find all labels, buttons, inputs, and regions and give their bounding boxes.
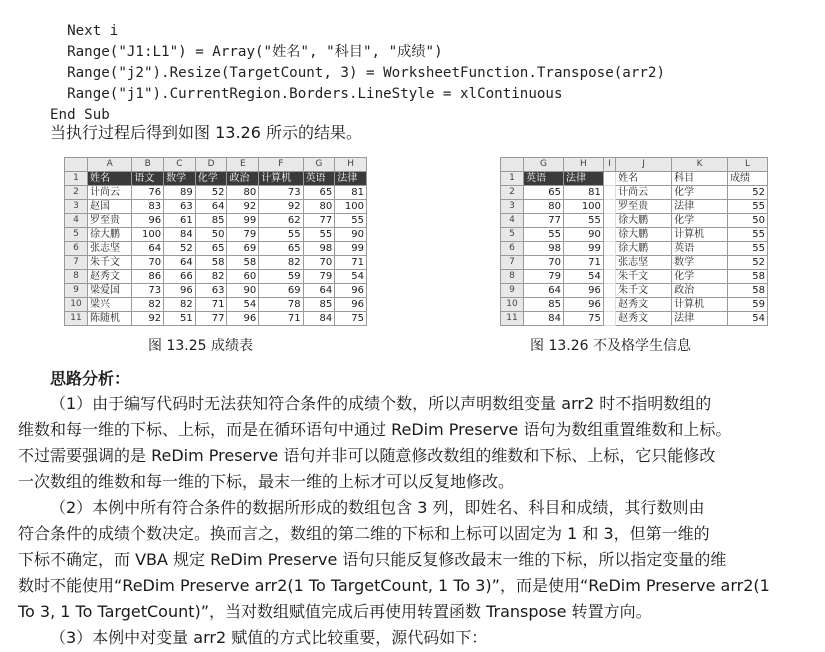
data-cell: 85 bbox=[303, 298, 335, 312]
data-cell: 80 bbox=[227, 186, 259, 200]
paragraph-line: 符合条件的成绩个数决定。换而言之，数组的第二维的下标和上标可以固定为 1 和 3，但第一维的 bbox=[18, 524, 710, 543]
score-table bbox=[64, 157, 367, 326]
data-cell: 96 bbox=[132, 214, 164, 228]
row-number: 8 bbox=[501, 270, 524, 284]
code-line: Range("j2").Resize(TargetCount, 3) = WorksheetFunction.Transpose(arr2) bbox=[50, 65, 665, 81]
data-cell: 赵秀文 bbox=[88, 270, 132, 284]
data-cell: 100 bbox=[132, 228, 164, 242]
header-cell: 法律 bbox=[335, 172, 367, 186]
row-number: 9 bbox=[501, 284, 524, 298]
data-cell: 65 bbox=[524, 186, 564, 200]
data-cell bbox=[603, 256, 615, 270]
data-cell: 54 bbox=[728, 312, 768, 326]
column-header: L bbox=[728, 158, 768, 172]
data-cell: 69 bbox=[227, 242, 259, 256]
row-number: 4 bbox=[501, 214, 524, 228]
table-row bbox=[65, 298, 367, 312]
row-number: 10 bbox=[65, 298, 88, 312]
table-row bbox=[501, 284, 768, 298]
data-cell: 96 bbox=[335, 298, 367, 312]
section-heading: 思路分析： bbox=[50, 369, 131, 388]
data-cell: 71 bbox=[563, 256, 603, 270]
row-number: 2 bbox=[65, 186, 88, 200]
data-cell: 84 bbox=[524, 312, 564, 326]
data-cell: 55 bbox=[303, 228, 335, 242]
paragraph-line: 一次数组的维数和每一维的下标，最末一维的上标才可以反复地修改。 bbox=[18, 472, 515, 491]
row-number: 7 bbox=[65, 256, 88, 270]
data-cell: 71 bbox=[195, 298, 227, 312]
data-cell: 朱千文 bbox=[88, 256, 132, 270]
table-row bbox=[65, 200, 367, 214]
column-header: E bbox=[227, 158, 259, 172]
paragraph-line: To 3, 1 To TargetCount)”，当对数组赋值完成后再使用转置函数 Transpose 转置方向。 bbox=[18, 602, 652, 621]
data-cell: 80 bbox=[524, 200, 564, 214]
table-row bbox=[501, 298, 768, 312]
corner-cell bbox=[65, 158, 88, 172]
failing-students-table bbox=[500, 157, 768, 326]
data-cell: 96 bbox=[335, 284, 367, 298]
data-cell: 96 bbox=[563, 284, 603, 298]
table-row bbox=[65, 256, 367, 270]
data-cell: 58 bbox=[195, 256, 227, 270]
data-cell: 54 bbox=[227, 298, 259, 312]
header-cell: 英语 bbox=[303, 172, 335, 186]
row-number: 11 bbox=[501, 312, 524, 326]
data-cell: 55 bbox=[563, 214, 603, 228]
table-row bbox=[65, 284, 367, 298]
code-line: Range("j1").CurrentRegion.Borders.LineStyle = xlContinuous bbox=[50, 86, 563, 102]
code-line: Next i bbox=[50, 23, 119, 39]
data-cell: 96 bbox=[164, 284, 196, 298]
table-row bbox=[501, 228, 768, 242]
data-cell: 96 bbox=[227, 312, 259, 326]
data-cell: 52 bbox=[728, 256, 768, 270]
data-cell: 梁爱国 bbox=[88, 284, 132, 298]
data-cell: 89 bbox=[164, 186, 196, 200]
data-cell: 100 bbox=[335, 200, 367, 214]
data-cell: 64 bbox=[195, 200, 227, 214]
data-cell: 77 bbox=[524, 214, 564, 228]
data-cell: 70 bbox=[303, 256, 335, 270]
data-cell: 75 bbox=[335, 312, 367, 326]
table-row bbox=[65, 270, 367, 284]
data-cell: 82 bbox=[132, 298, 164, 312]
data-cell: 82 bbox=[259, 256, 303, 270]
table-row bbox=[65, 312, 367, 326]
data-cell: 81 bbox=[335, 186, 367, 200]
row-number: 7 bbox=[501, 256, 524, 270]
table-row bbox=[501, 214, 768, 228]
data-cell: 79 bbox=[227, 228, 259, 242]
row-number: 10 bbox=[501, 298, 524, 312]
header-cell: 姓名 bbox=[616, 172, 672, 186]
data-cell: 84 bbox=[164, 228, 196, 242]
data-cell: 64 bbox=[132, 242, 164, 256]
row-number: 9 bbox=[65, 284, 88, 298]
data-cell: 66 bbox=[164, 270, 196, 284]
data-cell: 90 bbox=[563, 228, 603, 242]
column-header: G bbox=[524, 158, 564, 172]
paragraph-line: 数时不能使用“ReDim Preserve arr2(1 To TargetCount, 1 To 3)”，而是使用“ReDim Preserve arr2(1 bbox=[18, 576, 770, 595]
data-cell: 64 bbox=[303, 284, 335, 298]
header-cell: 化学 bbox=[195, 172, 227, 186]
table-row bbox=[501, 312, 768, 326]
data-cell: 58 bbox=[728, 270, 768, 284]
data-cell: 55 bbox=[335, 214, 367, 228]
paragraph-line: （1）由于编写代码时无法获知符合条件的成绩个数，所以声明数组变量 arr2 时不指明数组的 bbox=[50, 394, 712, 413]
table-row bbox=[501, 186, 768, 200]
table-row bbox=[65, 186, 367, 200]
data-cell: 化学 bbox=[672, 270, 728, 284]
data-cell: 55 bbox=[728, 242, 768, 256]
header-cell: 政治 bbox=[227, 172, 259, 186]
data-cell: 65 bbox=[195, 242, 227, 256]
figure-caption-13-25: 图 13.25 成绩表 bbox=[148, 338, 253, 354]
data-cell: 86 bbox=[132, 270, 164, 284]
data-cell: 99 bbox=[335, 242, 367, 256]
data-cell: 法律 bbox=[672, 200, 728, 214]
data-cell: 85 bbox=[195, 214, 227, 228]
data-cell bbox=[603, 312, 615, 326]
data-cell: 徐大鹏 bbox=[616, 242, 672, 256]
row-number: 5 bbox=[501, 228, 524, 242]
row-number: 2 bbox=[501, 186, 524, 200]
data-cell: 罗至贵 bbox=[616, 200, 672, 214]
data-cell: 92 bbox=[227, 200, 259, 214]
data-cell: 76 bbox=[132, 186, 164, 200]
data-cell bbox=[603, 214, 615, 228]
column-header: A bbox=[88, 158, 132, 172]
data-cell: 81 bbox=[563, 186, 603, 200]
header-cell bbox=[603, 172, 615, 186]
column-header: G bbox=[303, 158, 335, 172]
column-header: B bbox=[132, 158, 164, 172]
table-row bbox=[501, 270, 768, 284]
data-cell: 79 bbox=[524, 270, 564, 284]
data-cell: 60 bbox=[227, 270, 259, 284]
data-cell: 55 bbox=[728, 200, 768, 214]
data-cell: 75 bbox=[563, 312, 603, 326]
data-cell: 64 bbox=[524, 284, 564, 298]
data-cell: 71 bbox=[335, 256, 367, 270]
data-cell: 73 bbox=[259, 186, 303, 200]
data-cell: 80 bbox=[303, 200, 335, 214]
header-cell: 法律 bbox=[563, 172, 603, 186]
table-row bbox=[501, 200, 768, 214]
data-cell: 计算机 bbox=[672, 298, 728, 312]
data-cell: 98 bbox=[303, 242, 335, 256]
data-cell: 58 bbox=[728, 284, 768, 298]
data-cell: 63 bbox=[195, 284, 227, 298]
data-cell: 徐大鹏 bbox=[616, 228, 672, 242]
corner-cell bbox=[501, 158, 524, 172]
row-number: 4 bbox=[65, 214, 88, 228]
data-cell: 52 bbox=[195, 186, 227, 200]
row-number: 8 bbox=[65, 270, 88, 284]
header-cell: 科目 bbox=[672, 172, 728, 186]
data-cell: 数学 bbox=[672, 256, 728, 270]
data-cell: 50 bbox=[728, 214, 768, 228]
table-row bbox=[65, 242, 367, 256]
paragraph-line: 不过需要强调的是 ReDim Preserve 语句并非可以随意修改数组的维数和下标、上标，它只能修改 bbox=[18, 446, 716, 465]
column-header: C bbox=[164, 158, 196, 172]
data-cell: 59 bbox=[259, 270, 303, 284]
row-number: 11 bbox=[65, 312, 88, 326]
data-cell: 52 bbox=[164, 242, 196, 256]
data-cell: 65 bbox=[303, 186, 335, 200]
row-number: 1 bbox=[501, 172, 524, 186]
data-cell bbox=[603, 228, 615, 242]
data-cell: 51 bbox=[164, 312, 196, 326]
table-row bbox=[501, 242, 768, 256]
code-line: Range("J1:L1") = Array("姓名", "科目", "成绩") bbox=[50, 44, 443, 60]
data-cell: 79 bbox=[303, 270, 335, 284]
data-cell: 计算机 bbox=[672, 228, 728, 242]
data-cell: 罗至贵 bbox=[88, 214, 132, 228]
column-header: H bbox=[563, 158, 603, 172]
data-cell: 55 bbox=[524, 228, 564, 242]
data-cell: 54 bbox=[563, 270, 603, 284]
paragraph-line: 维数和每一维的下标、上标，而是在循环语句中通过 ReDim Preserve 语句为数组重置维数和上标。 bbox=[18, 420, 732, 439]
data-cell: 96 bbox=[563, 298, 603, 312]
column-header: I bbox=[603, 158, 615, 172]
data-cell: 化学 bbox=[672, 214, 728, 228]
data-cell: 84 bbox=[303, 312, 335, 326]
data-cell bbox=[603, 298, 615, 312]
table-row bbox=[65, 228, 367, 242]
figure-caption-13-26: 图 13.26 不及格学生信息 bbox=[530, 338, 691, 354]
data-cell: 55 bbox=[728, 228, 768, 242]
data-cell: 99 bbox=[227, 214, 259, 228]
data-cell: 99 bbox=[563, 242, 603, 256]
table-row bbox=[501, 256, 768, 270]
data-cell: 梁兴 bbox=[88, 298, 132, 312]
data-cell: 78 bbox=[259, 298, 303, 312]
paragraph-line: （2）本例中所有符合条件的数据所形成的数组包含 3 列，即姓名、科目和成绩，其行数则由 bbox=[50, 498, 705, 517]
header-cell: 成绩 bbox=[728, 172, 768, 186]
data-cell: 张志坚 bbox=[616, 256, 672, 270]
data-cell: 58 bbox=[227, 256, 259, 270]
column-header: D bbox=[195, 158, 227, 172]
data-cell: 61 bbox=[164, 214, 196, 228]
data-cell: 71 bbox=[259, 312, 303, 326]
data-cell bbox=[603, 200, 615, 214]
data-cell: 计尚云 bbox=[616, 186, 672, 200]
data-cell: 赵秀文 bbox=[616, 298, 672, 312]
data-cell: 65 bbox=[259, 242, 303, 256]
data-cell: 计尚云 bbox=[88, 186, 132, 200]
data-cell: 85 bbox=[524, 298, 564, 312]
data-cell: 69 bbox=[259, 284, 303, 298]
data-cell: 92 bbox=[132, 312, 164, 326]
data-cell: 法律 bbox=[672, 312, 728, 326]
data-cell bbox=[603, 242, 615, 256]
data-cell: 92 bbox=[259, 200, 303, 214]
row-number: 6 bbox=[501, 242, 524, 256]
data-cell: 54 bbox=[335, 270, 367, 284]
data-cell: 50 bbox=[195, 228, 227, 242]
intro-text: 当执行过程后得到如图 13.26 所示的结果。 bbox=[50, 123, 362, 142]
data-cell: 82 bbox=[195, 270, 227, 284]
header-cell: 计算机 bbox=[259, 172, 303, 186]
header-cell: 语文 bbox=[132, 172, 164, 186]
data-cell: 63 bbox=[164, 200, 196, 214]
row-number: 3 bbox=[501, 200, 524, 214]
header-cell: 数学 bbox=[164, 172, 196, 186]
code-line: End Sub bbox=[50, 107, 110, 123]
data-cell: 62 bbox=[259, 214, 303, 228]
data-cell: 55 bbox=[259, 228, 303, 242]
column-header: F bbox=[259, 158, 303, 172]
data-cell: 77 bbox=[195, 312, 227, 326]
data-cell: 70 bbox=[524, 256, 564, 270]
table-row bbox=[65, 214, 367, 228]
data-cell: 77 bbox=[303, 214, 335, 228]
header-cell: 英语 bbox=[524, 172, 564, 186]
data-cell: 朱千文 bbox=[616, 284, 672, 298]
data-cell: 政治 bbox=[672, 284, 728, 298]
data-cell bbox=[603, 284, 615, 298]
row-number: 6 bbox=[65, 242, 88, 256]
column-header: J bbox=[616, 158, 672, 172]
data-cell: 73 bbox=[132, 284, 164, 298]
data-cell: 70 bbox=[132, 256, 164, 270]
data-cell: 赵国 bbox=[88, 200, 132, 214]
column-header: K bbox=[672, 158, 728, 172]
data-cell bbox=[603, 270, 615, 284]
data-cell: 化学 bbox=[672, 186, 728, 200]
data-cell: 英语 bbox=[672, 242, 728, 256]
data-cell: 朱千文 bbox=[616, 270, 672, 284]
header-cell: 姓名 bbox=[88, 172, 132, 186]
data-cell: 64 bbox=[164, 256, 196, 270]
row-number: 5 bbox=[65, 228, 88, 242]
row-number: 1 bbox=[65, 172, 88, 186]
column-header: H bbox=[335, 158, 367, 172]
data-cell: 83 bbox=[132, 200, 164, 214]
data-cell: 59 bbox=[728, 298, 768, 312]
data-cell: 82 bbox=[164, 298, 196, 312]
data-cell: 张志坚 bbox=[88, 242, 132, 256]
row-number: 3 bbox=[65, 200, 88, 214]
paragraph-line: 下标不确定，而 VBA 规定 ReDim Preserve 语句只能反复修改最末一维的下标，所以指定变量的维 bbox=[18, 550, 727, 569]
data-cell: 90 bbox=[335, 228, 367, 242]
data-cell: 52 bbox=[728, 186, 768, 200]
data-cell: 陈随机 bbox=[88, 312, 132, 326]
data-cell bbox=[603, 186, 615, 200]
paragraph-3: （3）本例中对变量 arr2 赋值的方式比较重要，源代码如下： bbox=[50, 628, 488, 647]
data-cell: 100 bbox=[563, 200, 603, 214]
data-cell: 90 bbox=[227, 284, 259, 298]
data-cell: 徐大鹏 bbox=[88, 228, 132, 242]
data-cell: 赵秀文 bbox=[616, 312, 672, 326]
data-cell: 98 bbox=[524, 242, 564, 256]
data-cell: 徐大鹏 bbox=[616, 214, 672, 228]
